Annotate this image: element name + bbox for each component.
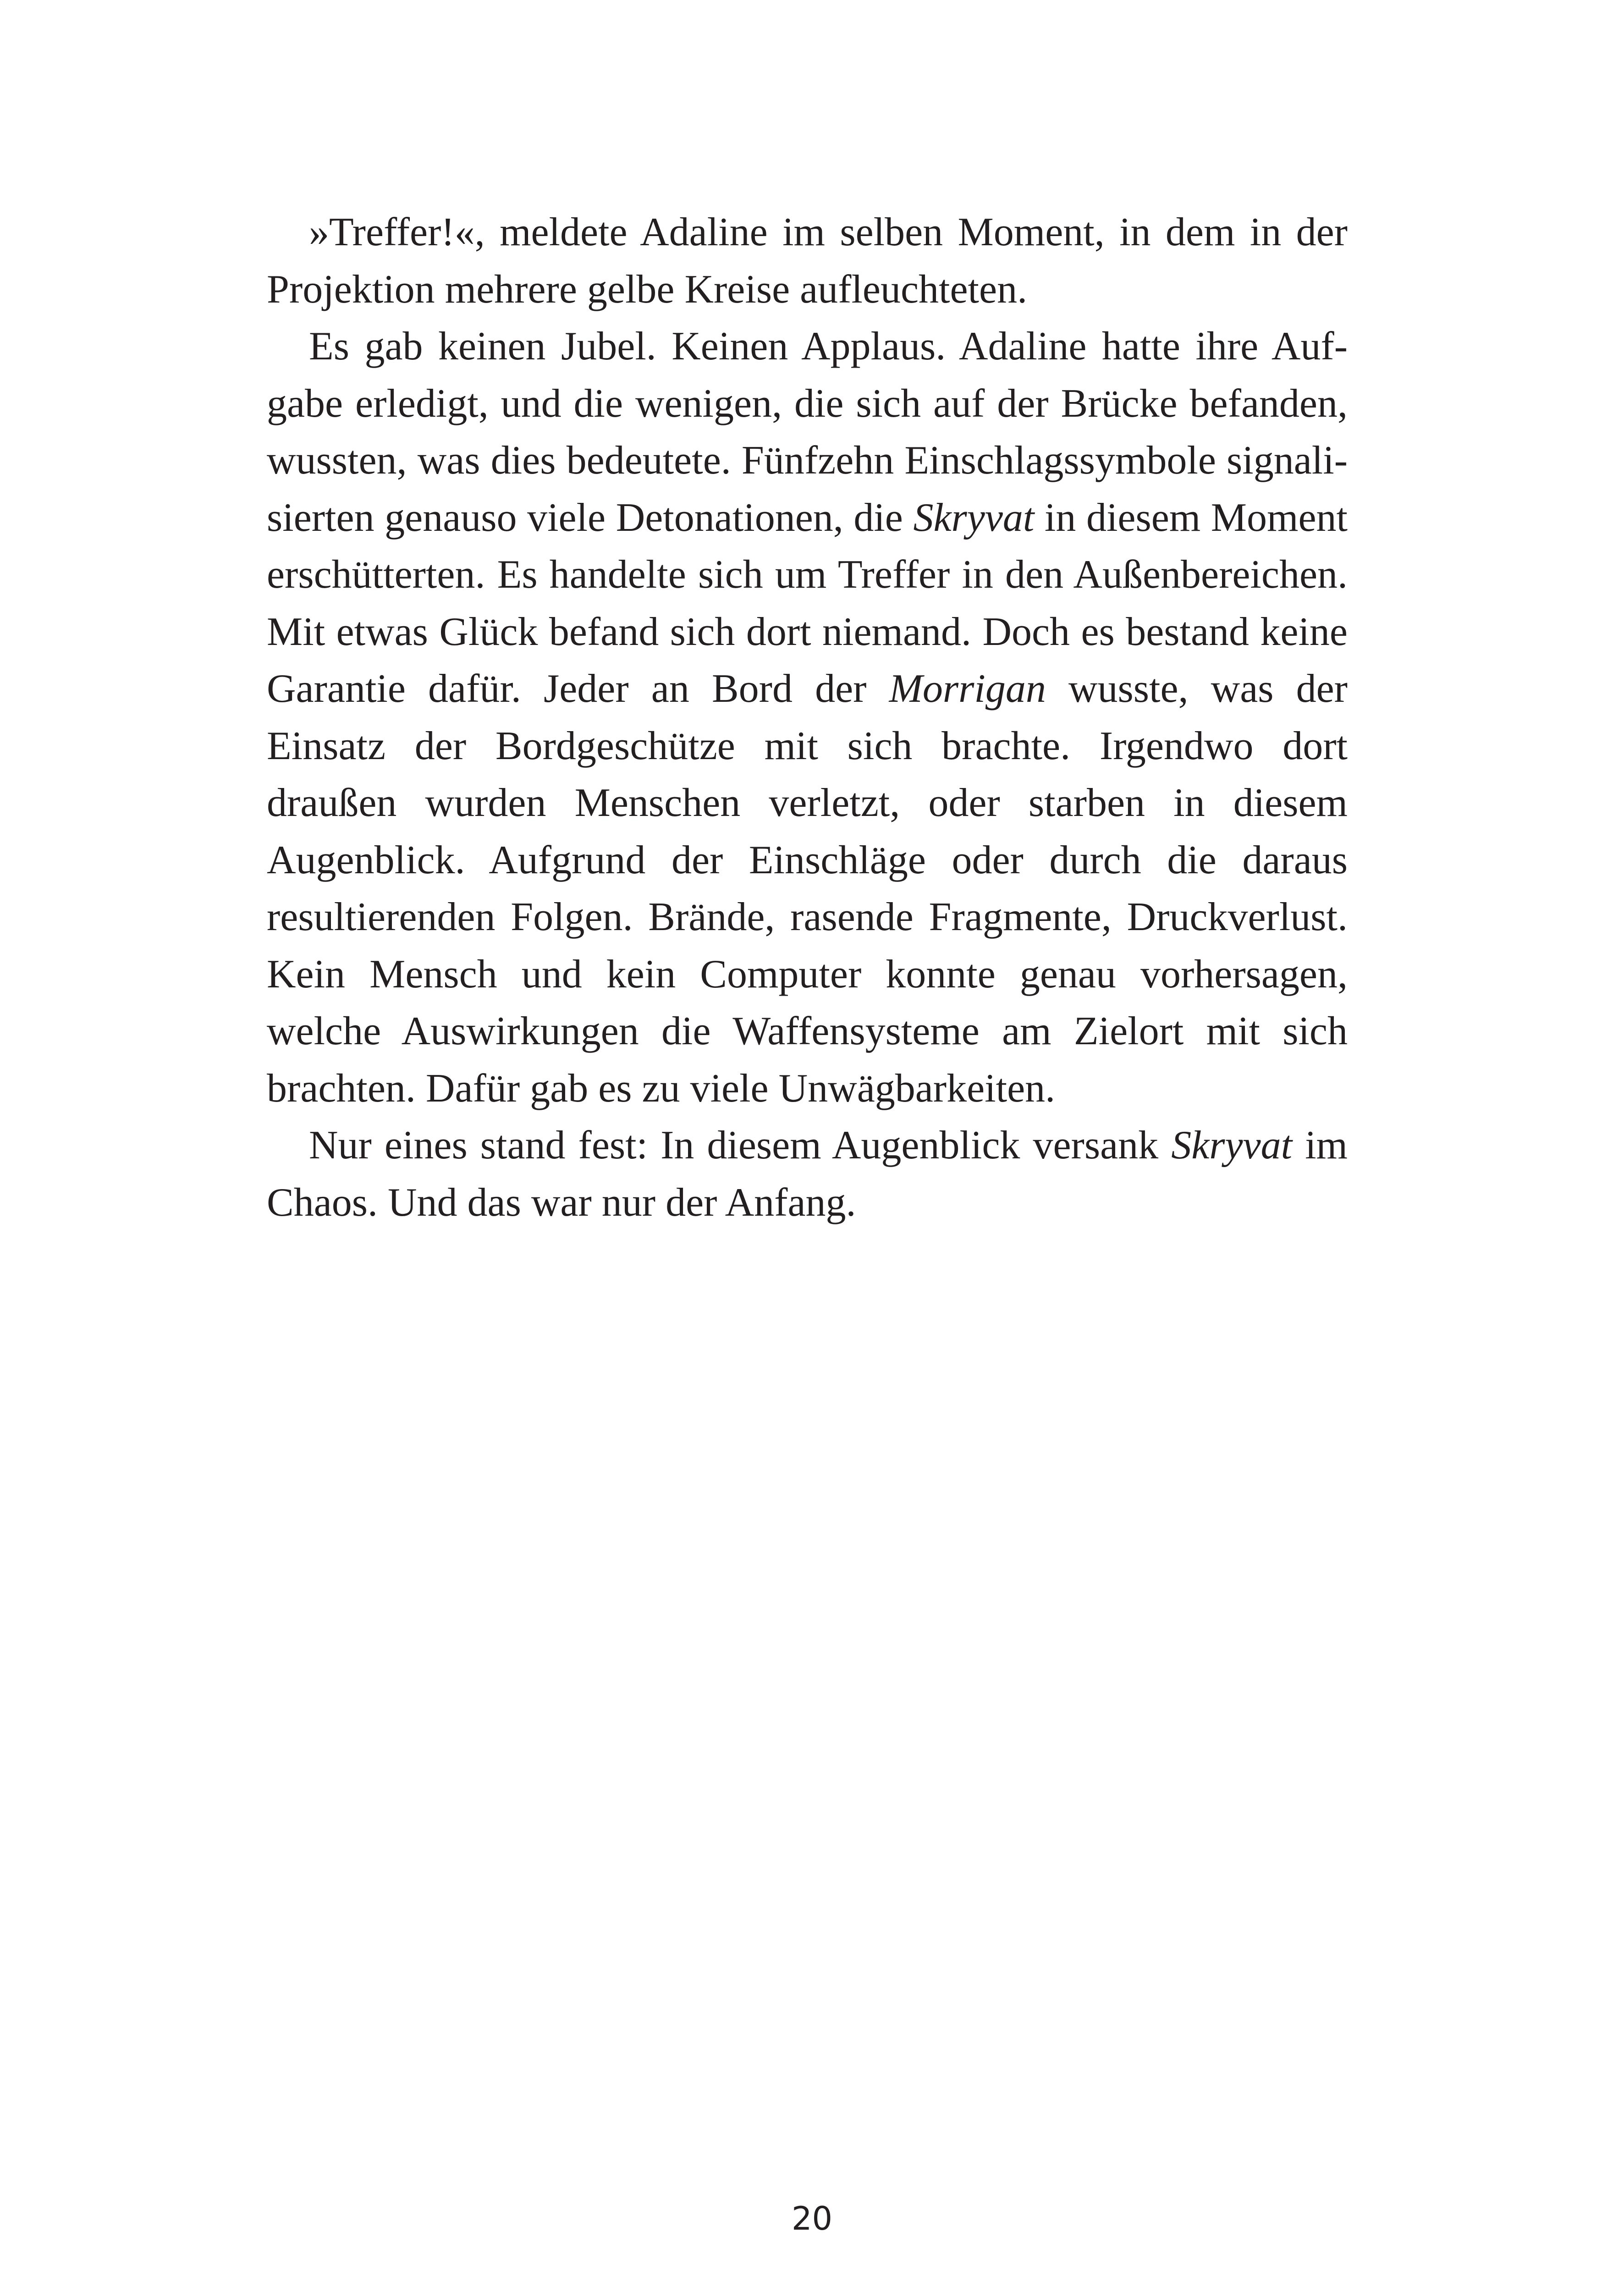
paragraph-2 bbox=[267, 318, 1348, 1117]
ship-name-skryvat: Skryvat bbox=[913, 495, 1035, 540]
ship-name-skryvat: Skryvat bbox=[1171, 1123, 1293, 1168]
text-segment: im Chaos. Und das war nur der Anfang. bbox=[267, 1123, 1348, 1225]
text-segment: in diesem Moment erschütterten. Es handelte sich um Treffer in den Außenbereichen. Mit etwas Glück befand sich dort niemand. Doch es bestand keine Garantie dafür. Jeder an Bord der bbox=[267, 495, 1348, 711]
text-segment: »Treffer!«, meldete Adaline im selben Moment, in dem in der Projektion mehrere gelbe Kreise aufleuchteten. bbox=[267, 210, 1348, 312]
paragraph-1 bbox=[267, 204, 1348, 318]
body-text bbox=[267, 204, 1348, 1231]
ship-name-morrigan: Morrigan bbox=[889, 667, 1046, 711]
paragraph-3 bbox=[267, 1117, 1348, 1231]
text-segment: wusste, was der Einsatz der Bordgeschütze mit sich brachte. Irgendwo dort draußen wurden Menschen verletzt, oder starben in diesem Augenblick. Aufgrund der Einschläge oder durch die daraus resultierenden Folgen. Brände, rasende Fragmente, Druckverlust. Kein Mensch und kein Computer konnte genau vorhersagen, welche Auswirkungen die Waffensysteme am Zielort mit sich brachten. Dafür gab es zu viele Unwägbarkeiten. bbox=[267, 667, 1348, 1111]
text-segment: Nur eines stand fest: In diesem Augenblick versank bbox=[309, 1123, 1172, 1168]
page-number: 20 bbox=[791, 2200, 833, 2237]
text-segment: Es gab keinen Jubel. Keinen Applaus. Adaline hatte ihre Aufgabe erledigt, und die wenigen, die sich auf der Brücke befanden, wussten, was dies bedeutete. Fünfzehn Einschlagssymbole signalisierten genauso viele Detonationen, die bbox=[267, 324, 1348, 540]
